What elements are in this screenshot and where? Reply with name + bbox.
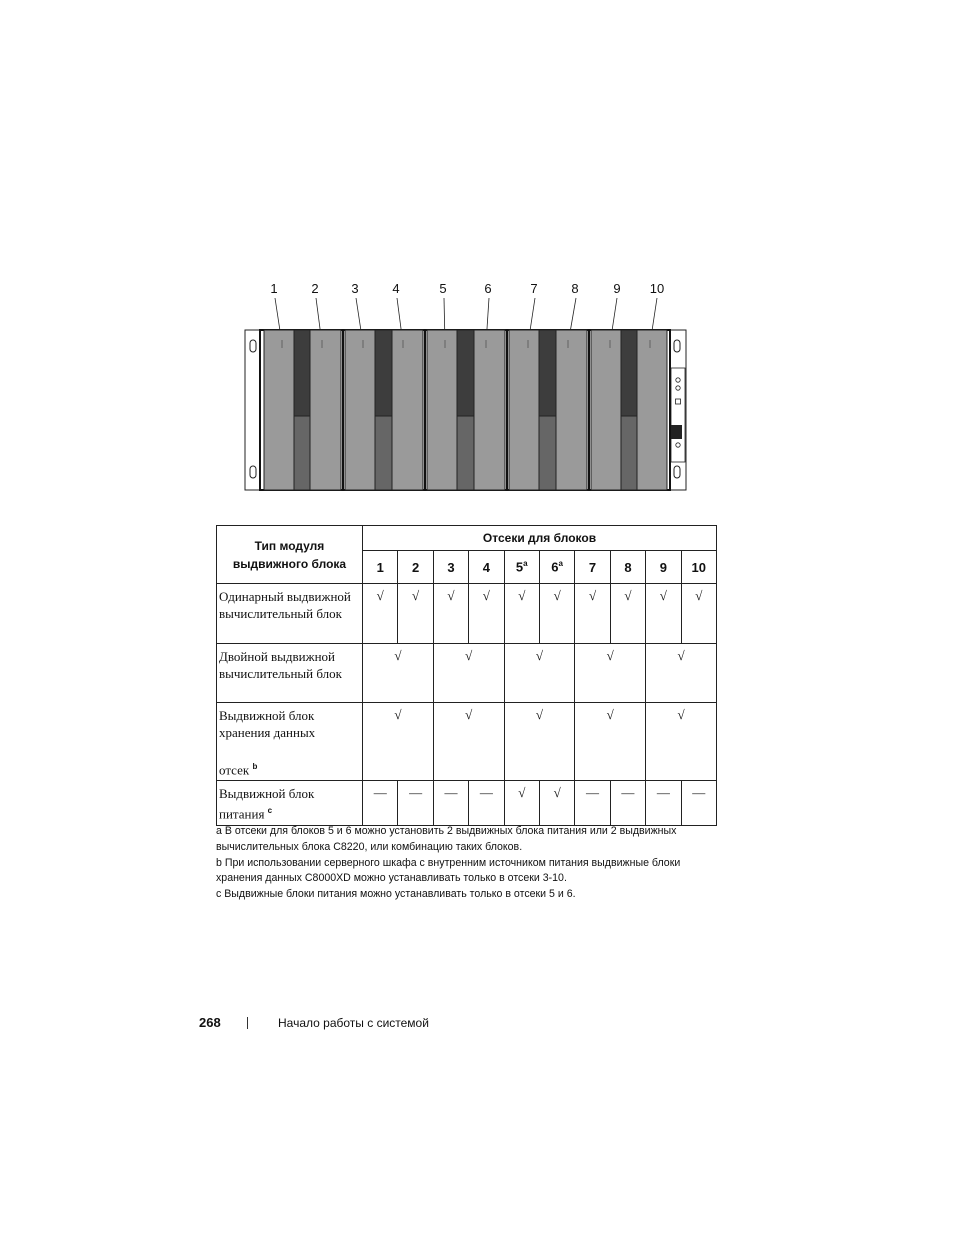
footnote-b: b При использовании серверного шкафа с внутренним источником питания выдвижные блоки хранения данных C8000XD можно устанавливать только в отсеки 3-10.	[216, 856, 681, 885]
callout-2: 2	[311, 281, 319, 296]
mark-cell: —	[363, 781, 398, 825]
bay-1	[264, 330, 294, 490]
callout-5: 5	[439, 281, 447, 296]
bay-3	[345, 330, 375, 490]
bay-number-5: 5$^a$	[504, 551, 539, 584]
mark-cell: —	[610, 781, 645, 825]
callout-10: 10	[649, 281, 665, 296]
page-number: 268	[199, 1015, 221, 1030]
bay-5	[427, 330, 457, 490]
sled-bays	[264, 330, 667, 490]
bay-7	[509, 330, 539, 490]
mark-cell: —	[398, 781, 433, 825]
bay-number-4: 4	[469, 551, 504, 584]
mark-cell: —	[469, 781, 504, 825]
table-row	[217, 781, 717, 825]
mark-cell: —	[433, 781, 468, 825]
bay-number-6: 6$^a$	[539, 551, 574, 584]
mark-cell: √	[363, 703, 434, 781]
mark-cell: √	[433, 584, 468, 644]
bay-2	[310, 330, 341, 490]
mark-cell: √	[646, 703, 717, 781]
callout-8: 8	[571, 281, 579, 296]
callout-7: 7	[530, 281, 538, 296]
mark-cell: √	[539, 584, 574, 644]
bay-number-9: 9	[646, 551, 681, 584]
mark-cell: √	[363, 644, 434, 703]
mark-cell: √	[575, 703, 646, 781]
sled-bay-compatibility-table	[216, 525, 717, 826]
bay-8	[556, 330, 587, 490]
callout-3: 3	[351, 281, 359, 296]
mark-cell: √	[398, 584, 433, 644]
table-row	[217, 584, 717, 644]
footnote-a: a В отсеки для блоков 5 и 6 можно установить 2 выдвижных блока питания или 2 выдвижных вычислительных блока C8220, или комбинацию таких блоков.	[216, 825, 677, 853]
mark-cell: √	[469, 584, 504, 644]
callout-labels	[270, 281, 664, 296]
mark-cell: —	[575, 781, 610, 825]
left-rack-ear	[245, 330, 261, 490]
mark-cell: √	[504, 703, 575, 781]
bay-number-2: 2	[398, 551, 433, 584]
bay-number-7: 7	[575, 551, 610, 584]
mark-cell: √	[539, 781, 574, 825]
table-footnotes	[216, 824, 726, 903]
bay-10	[637, 330, 667, 490]
bay-number-8: 8	[610, 551, 645, 584]
callout-4: 4	[392, 281, 400, 296]
bay-number-10: 10	[681, 551, 716, 584]
mark-cell: √	[363, 584, 398, 644]
row-label: Выдвижной блок питания $^c$	[217, 781, 363, 825]
bay-6	[474, 330, 505, 490]
mark-cell: —	[646, 781, 681, 825]
section-title: Начало работы с системой	[278, 1016, 429, 1030]
row-label: Двойной выдвижной вычислительный блок	[217, 644, 363, 703]
callout-6: 6	[484, 281, 492, 296]
mark-cell: —	[681, 781, 716, 825]
mark-cell: √	[646, 644, 717, 703]
bay-number-1: 1	[363, 551, 398, 584]
footer-separator	[247, 1017, 248, 1029]
callout-1: 1	[270, 281, 278, 296]
mark-cell: √	[646, 584, 681, 644]
bay-4	[392, 330, 423, 490]
header-sled-type: Тип модуля выдвижного блока	[217, 526, 363, 584]
mark-cell: √	[610, 584, 645, 644]
mark-cell: √	[681, 584, 716, 644]
footnote-c: c Выдвижные блоки питания можно устанавливать только в отсеки 5 и 6.	[216, 888, 576, 901]
table-row	[217, 644, 717, 703]
mark-cell: √	[504, 781, 539, 825]
bay-number-3: 3	[433, 551, 468, 584]
mark-cell: √	[575, 584, 610, 644]
table-row	[217, 703, 717, 781]
mark-cell: √	[433, 644, 504, 703]
header-bays: Отсеки для блоков	[363, 526, 717, 551]
row-label: Одинарный выдвижной вычислительный блок	[217, 584, 363, 644]
row-label: Выдвижной блок хранения данных отсек $^b$	[217, 703, 363, 781]
mark-cell: √	[504, 584, 539, 644]
chassis-front-view-figure	[240, 278, 690, 498]
right-rack-ear	[669, 330, 686, 490]
callout-9: 9	[613, 281, 621, 296]
bay-9	[591, 330, 621, 490]
mark-cell: √	[575, 644, 646, 703]
mark-cell: √	[504, 644, 575, 703]
mark-cell: √	[433, 703, 504, 781]
